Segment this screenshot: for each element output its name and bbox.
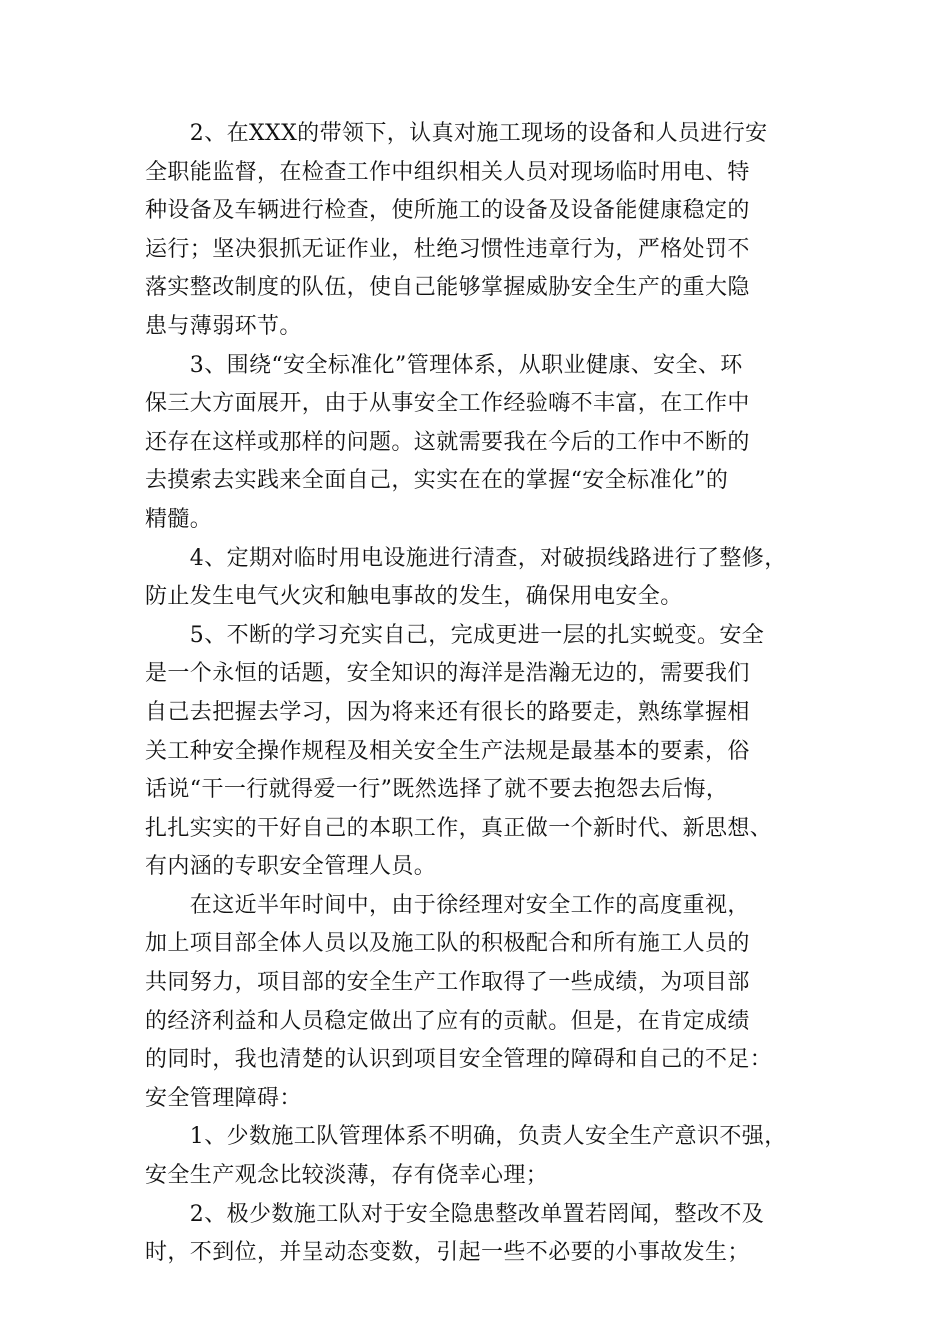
text-line: 3、围绕“安全标准化”管理体系，从职业健康、安全、环 bbox=[145, 352, 743, 378]
text-line: 安全管理障碍： bbox=[145, 1085, 302, 1111]
text-line: 落实整改制度的队伍，使自己能够掌握威胁安全生产的重大隐 bbox=[145, 275, 750, 301]
text-line: 5、不断的学习充实自己，完成更进一层的扎实蜕变。安全 bbox=[145, 622, 765, 648]
text-line: 运行；坚决狠抓无证作业，杜绝习惯性违章行为，严格处罚不 bbox=[145, 236, 750, 262]
text-line: 关工种安全操作规程及相关安全生产法规是最基本的要素，俗 bbox=[145, 738, 750, 764]
text-line: 2、在XXX的带领下，认真对施工现场的设备和人员进行安 bbox=[145, 121, 768, 146]
text-line: 全职能监督，在检查工作中组织相关人员对现场临时用电、特 bbox=[145, 159, 750, 185]
text-line: 种设备及车辆进行检查，使所施工的设备及设备能健康稳定的 bbox=[145, 198, 750, 224]
text-line: 2、极少数施工队对于安全隐患整改单置若罔闻，整改不及 bbox=[145, 1201, 765, 1227]
text-line: 在这近半年时间中，由于徐经理对安全工作的高度重视， bbox=[145, 892, 750, 918]
text-line: 扎扎实实的干好自己的本职工作，真正做一个新时代、新思想、 bbox=[145, 815, 773, 841]
text-line: 去摸索去实践来全面自己，实实在在的掌握“安全标准化”的 bbox=[145, 468, 729, 494]
text-line: 防止发生电气火灾和触电事故的发生，确保用电安全。 bbox=[145, 584, 683, 610]
text-line: 加上项目部全体人员以及施工队的积极配合和所有施工人员的 bbox=[145, 931, 750, 957]
text-line: 时，不到位，并呈动态变数，引起一些不必要的小事故发生； bbox=[145, 1240, 750, 1266]
text-line: 患与薄弱环节。 bbox=[145, 313, 302, 339]
text-line: 4、定期对临时用电设施进行清查，对破损线路进行了整修， bbox=[145, 545, 787, 571]
text-line: 共同努力，项目部的安全生产工作取得了一些成绩，为项目部 bbox=[145, 970, 750, 996]
text-line: 自己去把握去学习，因为将来还有很长的路要走，熟练掌握相 bbox=[145, 699, 750, 725]
text-line: 的经济利益和人员稳定做出了应有的贡献。但是，在肯定成绩 bbox=[145, 1008, 750, 1034]
text-line: 精髓。 bbox=[145, 506, 213, 532]
text-line: 是一个永恒的话题，安全知识的海洋是浩瀚无边的，需要我们 bbox=[145, 661, 750, 687]
text-line: 保三大方面展开，由于从事安全工作经验嗨不丰富，在工作中 bbox=[145, 391, 750, 417]
text-line: 还存在这样或那样的问题。这就需要我在今后的工作中不断的 bbox=[145, 429, 750, 455]
text-line: 的同时，我也清楚的认识到项目安全管理的障碍和自己的不足： bbox=[145, 1047, 773, 1073]
document-body bbox=[145, 115, 810, 1273]
text-line: 1、少数施工队管理体系不明确，负责人安全生产意识不强， bbox=[145, 1124, 787, 1150]
text-line: 有内涵的专职安全管理人员。 bbox=[145, 854, 437, 880]
text-line: 安全生产观念比较淡薄，存有侥幸心理； bbox=[145, 1163, 549, 1189]
text-line: 话说“干一行就得爱一行”既然选择了就不要去抱怨去后悔， bbox=[145, 777, 729, 803]
